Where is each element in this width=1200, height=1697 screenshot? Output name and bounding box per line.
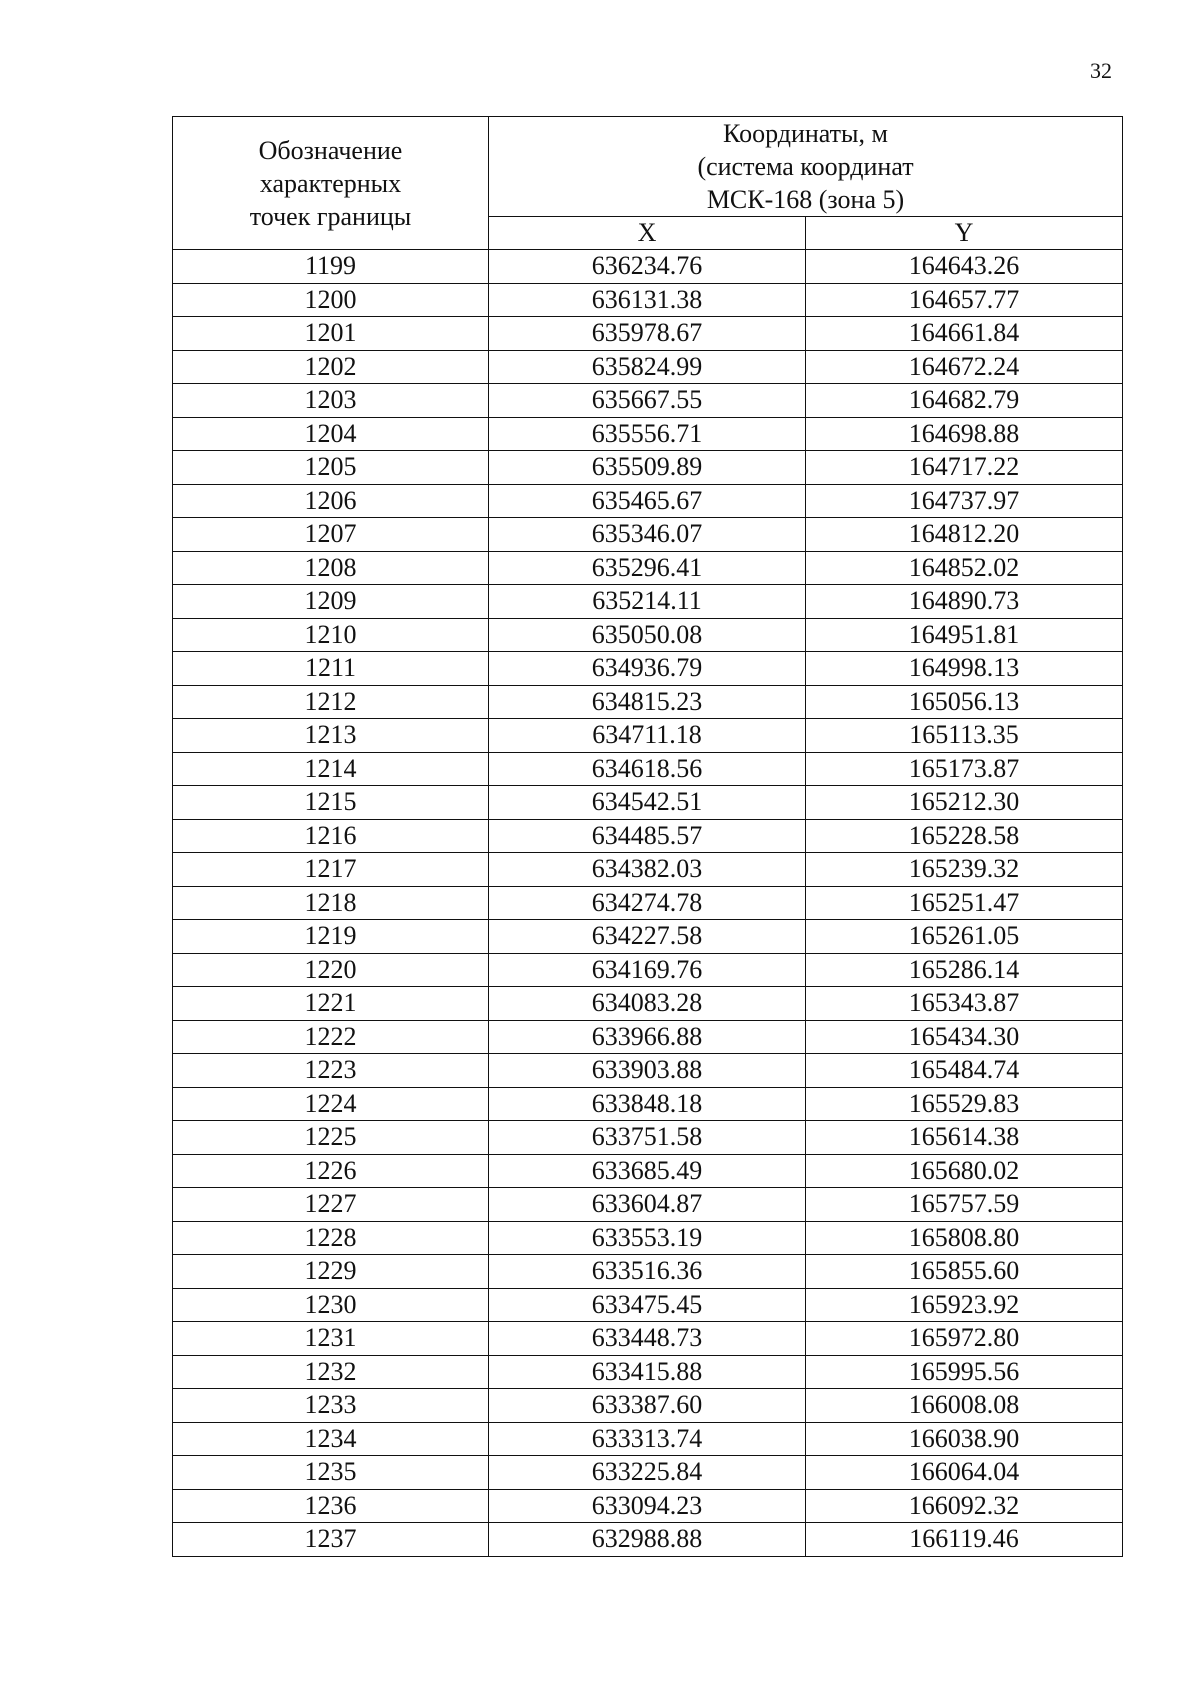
cell-y: 164643.26 [806, 250, 1123, 284]
cell-x: 635465.67 [489, 484, 806, 518]
cell-x: 634618.56 [489, 752, 806, 786]
cell-x: 633966.88 [489, 1020, 806, 1054]
table-row [173, 752, 1123, 786]
cell-point: 1210 [173, 618, 489, 652]
cell-point: 1219 [173, 920, 489, 954]
cell-point: 1232 [173, 1355, 489, 1389]
table-row [173, 1422, 1123, 1456]
table-row [173, 518, 1123, 552]
cell-point: 1208 [173, 551, 489, 585]
cell-x: 634169.76 [489, 953, 806, 987]
cell-point: 1236 [173, 1489, 489, 1523]
cell-point: 1221 [173, 987, 489, 1021]
page-number: 32 [1090, 58, 1112, 83]
cell-y: 165995.56 [806, 1355, 1123, 1389]
cell-x: 635214.11 [489, 585, 806, 619]
table-row [173, 317, 1123, 351]
cell-point: 1220 [173, 953, 489, 987]
cell-point: 1230 [173, 1288, 489, 1322]
table-row [173, 786, 1123, 820]
table-row [173, 1456, 1123, 1490]
table-row [173, 250, 1123, 284]
table-row [173, 1489, 1123, 1523]
table-row [173, 551, 1123, 585]
cell-y: 164698.88 [806, 417, 1123, 451]
cell-point: 1216 [173, 819, 489, 853]
table-row [173, 853, 1123, 887]
table-row [173, 1523, 1123, 1557]
cell-x: 634083.28 [489, 987, 806, 1021]
cell-y: 164998.13 [806, 652, 1123, 686]
cell-point: 1213 [173, 719, 489, 753]
table-row [173, 819, 1123, 853]
cell-y: 165529.83 [806, 1087, 1123, 1121]
cell-point: 1215 [173, 786, 489, 820]
table-row [173, 1054, 1123, 1088]
cell-x: 636131.38 [489, 283, 806, 317]
cell-y: 166092.32 [806, 1489, 1123, 1523]
table-body [173, 250, 1123, 1557]
table-row [173, 1020, 1123, 1054]
cell-x: 634815.23 [489, 685, 806, 719]
cell-x: 634711.18 [489, 719, 806, 753]
cell-y: 164657.77 [806, 283, 1123, 317]
cell-x: 633553.19 [489, 1221, 806, 1255]
cell-y: 165228.58 [806, 819, 1123, 853]
table-row [173, 920, 1123, 954]
cell-y: 165972.80 [806, 1322, 1123, 1356]
table-header [173, 117, 1123, 250]
cell-y: 164672.24 [806, 350, 1123, 384]
cell-x: 634936.79 [489, 652, 806, 686]
table-row [173, 384, 1123, 418]
cell-y: 165808.80 [806, 1221, 1123, 1255]
table-row [173, 1121, 1123, 1155]
cell-x: 633848.18 [489, 1087, 806, 1121]
cell-point: 1224 [173, 1087, 489, 1121]
cell-y: 165056.13 [806, 685, 1123, 719]
cell-point: 1200 [173, 283, 489, 317]
cell-point: 1223 [173, 1054, 489, 1088]
table-row [173, 1154, 1123, 1188]
cell-point: 1211 [173, 652, 489, 686]
cell-x: 633387.60 [489, 1389, 806, 1423]
cell-point: 1225 [173, 1121, 489, 1155]
cell-y: 165286.14 [806, 953, 1123, 987]
cell-x: 635296.41 [489, 551, 806, 585]
table-row [173, 1288, 1123, 1322]
cell-point: 1207 [173, 518, 489, 552]
cell-y: 165173.87 [806, 752, 1123, 786]
cell-y: 166038.90 [806, 1422, 1123, 1456]
cell-x: 635556.71 [489, 417, 806, 451]
coordinates-table [172, 116, 1123, 1557]
cell-x: 635824.99 [489, 350, 806, 384]
cell-x: 634274.78 [489, 886, 806, 920]
cell-point: 1217 [173, 853, 489, 887]
cell-y: 165212.30 [806, 786, 1123, 820]
cell-point: 1218 [173, 886, 489, 920]
cell-y: 165855.60 [806, 1255, 1123, 1289]
cell-point: 1227 [173, 1188, 489, 1222]
cell-y: 165113.35 [806, 719, 1123, 753]
table-row [173, 417, 1123, 451]
cell-point: 1237 [173, 1523, 489, 1557]
table-row [173, 484, 1123, 518]
table-row [173, 585, 1123, 619]
cell-point: 1214 [173, 752, 489, 786]
table-row [173, 1389, 1123, 1423]
cell-y: 165923.92 [806, 1288, 1123, 1322]
table-row [173, 1221, 1123, 1255]
header-coords-line-3: МСК-168 (зона 5) [706, 185, 905, 214]
cell-point: 1222 [173, 1020, 489, 1054]
header-y: Y [806, 217, 1123, 250]
cell-y: 164737.97 [806, 484, 1123, 518]
cell-y: 165484.74 [806, 1054, 1123, 1088]
cell-x: 633225.84 [489, 1456, 806, 1490]
table-row [173, 987, 1123, 1021]
cell-y: 165614.38 [806, 1121, 1123, 1155]
table-row [173, 1087, 1123, 1121]
cell-point: 1235 [173, 1456, 489, 1490]
cell-point: 1203 [173, 384, 489, 418]
cell-x: 633516.36 [489, 1255, 806, 1289]
cell-point: 1228 [173, 1221, 489, 1255]
cell-y: 166008.08 [806, 1389, 1123, 1423]
cell-x: 636234.76 [489, 250, 806, 284]
table-row [173, 451, 1123, 485]
table-row [173, 1322, 1123, 1356]
cell-point: 1204 [173, 417, 489, 451]
cell-x: 633685.49 [489, 1154, 806, 1188]
cell-x: 633475.45 [489, 1288, 806, 1322]
cell-x: 635050.08 [489, 618, 806, 652]
cell-x: 634382.03 [489, 853, 806, 887]
cell-y: 165251.47 [806, 886, 1123, 920]
cell-point: 1205 [173, 451, 489, 485]
cell-y: 166119.46 [806, 1523, 1123, 1557]
cell-x: 635667.55 [489, 384, 806, 418]
cell-y: 165434.30 [806, 1020, 1123, 1054]
cell-y: 165239.32 [806, 853, 1123, 887]
cell-y: 164951.81 [806, 618, 1123, 652]
cell-x: 632988.88 [489, 1523, 806, 1557]
cell-y: 165343.87 [806, 987, 1123, 1021]
cell-x: 635509.89 [489, 451, 806, 485]
table-row [173, 618, 1123, 652]
table-row [173, 1355, 1123, 1389]
table-row [173, 886, 1123, 920]
cell-y: 164812.20 [806, 518, 1123, 552]
cell-x: 633903.88 [489, 1054, 806, 1088]
header-x: X [489, 217, 806, 250]
cell-x: 635346.07 [489, 518, 806, 552]
header-coords-line-1: Координаты, м [723, 119, 888, 148]
table-row [173, 953, 1123, 987]
header-point-line-3: точек границы [249, 201, 412, 231]
cell-point: 1212 [173, 685, 489, 719]
table-row [173, 1188, 1123, 1222]
cell-x: 633415.88 [489, 1355, 806, 1389]
cell-point: 1226 [173, 1154, 489, 1188]
header-coordinates [489, 117, 1123, 217]
cell-point: 1233 [173, 1389, 489, 1423]
cell-x: 634227.58 [489, 920, 806, 954]
header-point-line-2: характерных [259, 168, 402, 198]
cell-point: 1201 [173, 317, 489, 351]
header-point-line-1: Обозначение [258, 135, 403, 165]
cell-x: 633751.58 [489, 1121, 806, 1155]
cell-y: 164890.73 [806, 585, 1123, 619]
cell-x: 633094.23 [489, 1489, 806, 1523]
cell-point: 1234 [173, 1422, 489, 1456]
cell-point: 1206 [173, 484, 489, 518]
table-row [173, 1255, 1123, 1289]
cell-y: 166064.04 [806, 1456, 1123, 1490]
table-row [173, 685, 1123, 719]
cell-x: 633448.73 [489, 1322, 806, 1356]
header-point-designation [173, 117, 489, 250]
table-row [173, 283, 1123, 317]
cell-x: 634542.51 [489, 786, 806, 820]
cell-point: 1202 [173, 350, 489, 384]
cell-y: 164661.84 [806, 317, 1123, 351]
table-row [173, 350, 1123, 384]
cell-y: 165757.59 [806, 1188, 1123, 1222]
cell-y: 164717.22 [806, 451, 1123, 485]
cell-y: 165680.02 [806, 1154, 1123, 1188]
cell-x: 633604.87 [489, 1188, 806, 1222]
cell-y: 164682.79 [806, 384, 1123, 418]
cell-point: 1209 [173, 585, 489, 619]
cell-x: 635978.67 [489, 317, 806, 351]
header-coords-line-2: (система координат [697, 152, 914, 181]
cell-x: 634485.57 [489, 819, 806, 853]
cell-point: 1231 [173, 1322, 489, 1356]
table-row [173, 652, 1123, 686]
cell-y: 164852.02 [806, 551, 1123, 585]
table-row [173, 719, 1123, 753]
cell-x: 633313.74 [489, 1422, 806, 1456]
cell-point: 1229 [173, 1255, 489, 1289]
cell-y: 165261.05 [806, 920, 1123, 954]
cell-point: 1199 [173, 250, 489, 284]
